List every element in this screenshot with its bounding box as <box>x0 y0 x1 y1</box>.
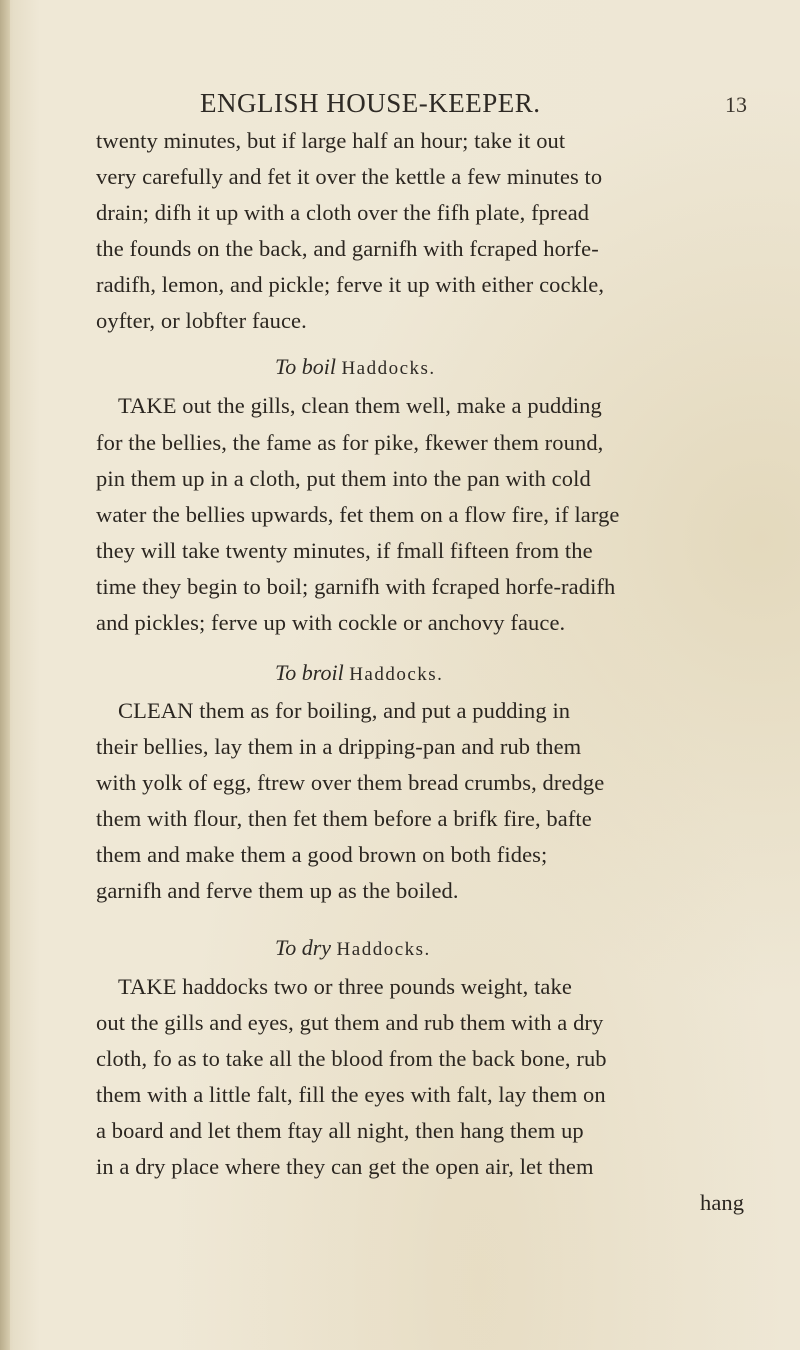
page-number: 13 <box>725 92 747 117</box>
page-spine-edge <box>0 0 10 1350</box>
section-heading-broil <box>275 660 443 686</box>
section-dry-line: in a dry place where they can get the open air, let them <box>96 1154 594 1179</box>
section-boil-line: water the bellies upwards, fet them on a flow fire, if large <box>96 502 620 527</box>
heading-caps: Haddocks. <box>336 939 431 960</box>
section-broil-line: them with flour, then fet them before a brifk fire, bafte <box>96 806 592 831</box>
intro-line: radifh, lemon, and pickle; ferve it up with either cockle, <box>96 272 605 297</box>
intro-line: drain; difh it up with a cloth over the fifh plate, fpread <box>96 200 590 225</box>
heading-italic: To dry <box>275 935 332 960</box>
section-broil-line: garnifh and ferve them up as the boiled. <box>96 878 459 903</box>
section-dry-line: a board and let them ftay all night, then hang them up <box>96 1118 584 1143</box>
section-boil-line: for the bellies, the fame as for pike, fkewer them round, <box>96 430 604 455</box>
section-dry-line: cloth, fo as to take all the blood from the back bone, rub <box>96 1046 607 1071</box>
intro-line: very carefully and fet it over the kettle a few minutes to <box>96 164 603 189</box>
heading-italic: To broil <box>275 660 344 685</box>
intro-line: the founds on the back, and garnifh with fcraped horfe- <box>96 236 599 261</box>
section-boil-line: pin them up in a cloth, put them into the pan with cold <box>96 466 591 491</box>
section-broil-line: their bellies, lay them in a dripping-pan and rub them <box>96 734 582 759</box>
heading-caps: Haddocks. <box>349 664 444 685</box>
intro-line: twenty minutes, but if large half an hour; take it out <box>96 128 566 153</box>
section-dry-line: out the gills and eyes, gut them and rub them with a dry <box>96 1010 604 1035</box>
section-broil-line: CLEAN them as for boiling, and put a pudding in <box>118 698 571 723</box>
heading-italic: To boil <box>275 354 336 379</box>
heading-caps: Haddocks. <box>341 358 436 379</box>
intro-line: oyfter, or lobfter fauce. <box>96 308 307 333</box>
running-title: ENGLISH HOUSE-KEEPER. <box>200 88 541 118</box>
section-boil-line: and pickles; ferve up with cockle or anchovy fauce. <box>96 610 566 635</box>
section-heading-boil <box>275 354 436 380</box>
section-dry-line: TAKE haddocks two or three pounds weight, take <box>118 974 572 999</box>
section-boil-line: time they begin to boil; garnifh with fcraped horfe-radifh <box>96 574 616 599</box>
section-broil-line: with yolk of egg, ftrew over them bread crumbs, dredge <box>96 770 605 795</box>
section-boil-line: they will take twenty minutes, if fmall fifteen from the <box>96 538 593 563</box>
section-broil-line: them and make them a good brown on both fides; <box>96 842 548 867</box>
section-heading-dry <box>275 935 431 961</box>
catchword: hang <box>700 1190 745 1215</box>
section-dry-line: them with a little falt, fill the eyes with falt, lay them on <box>96 1082 606 1107</box>
section-boil-line: TAKE out the gills, clean them well, make a pudding <box>118 393 602 418</box>
